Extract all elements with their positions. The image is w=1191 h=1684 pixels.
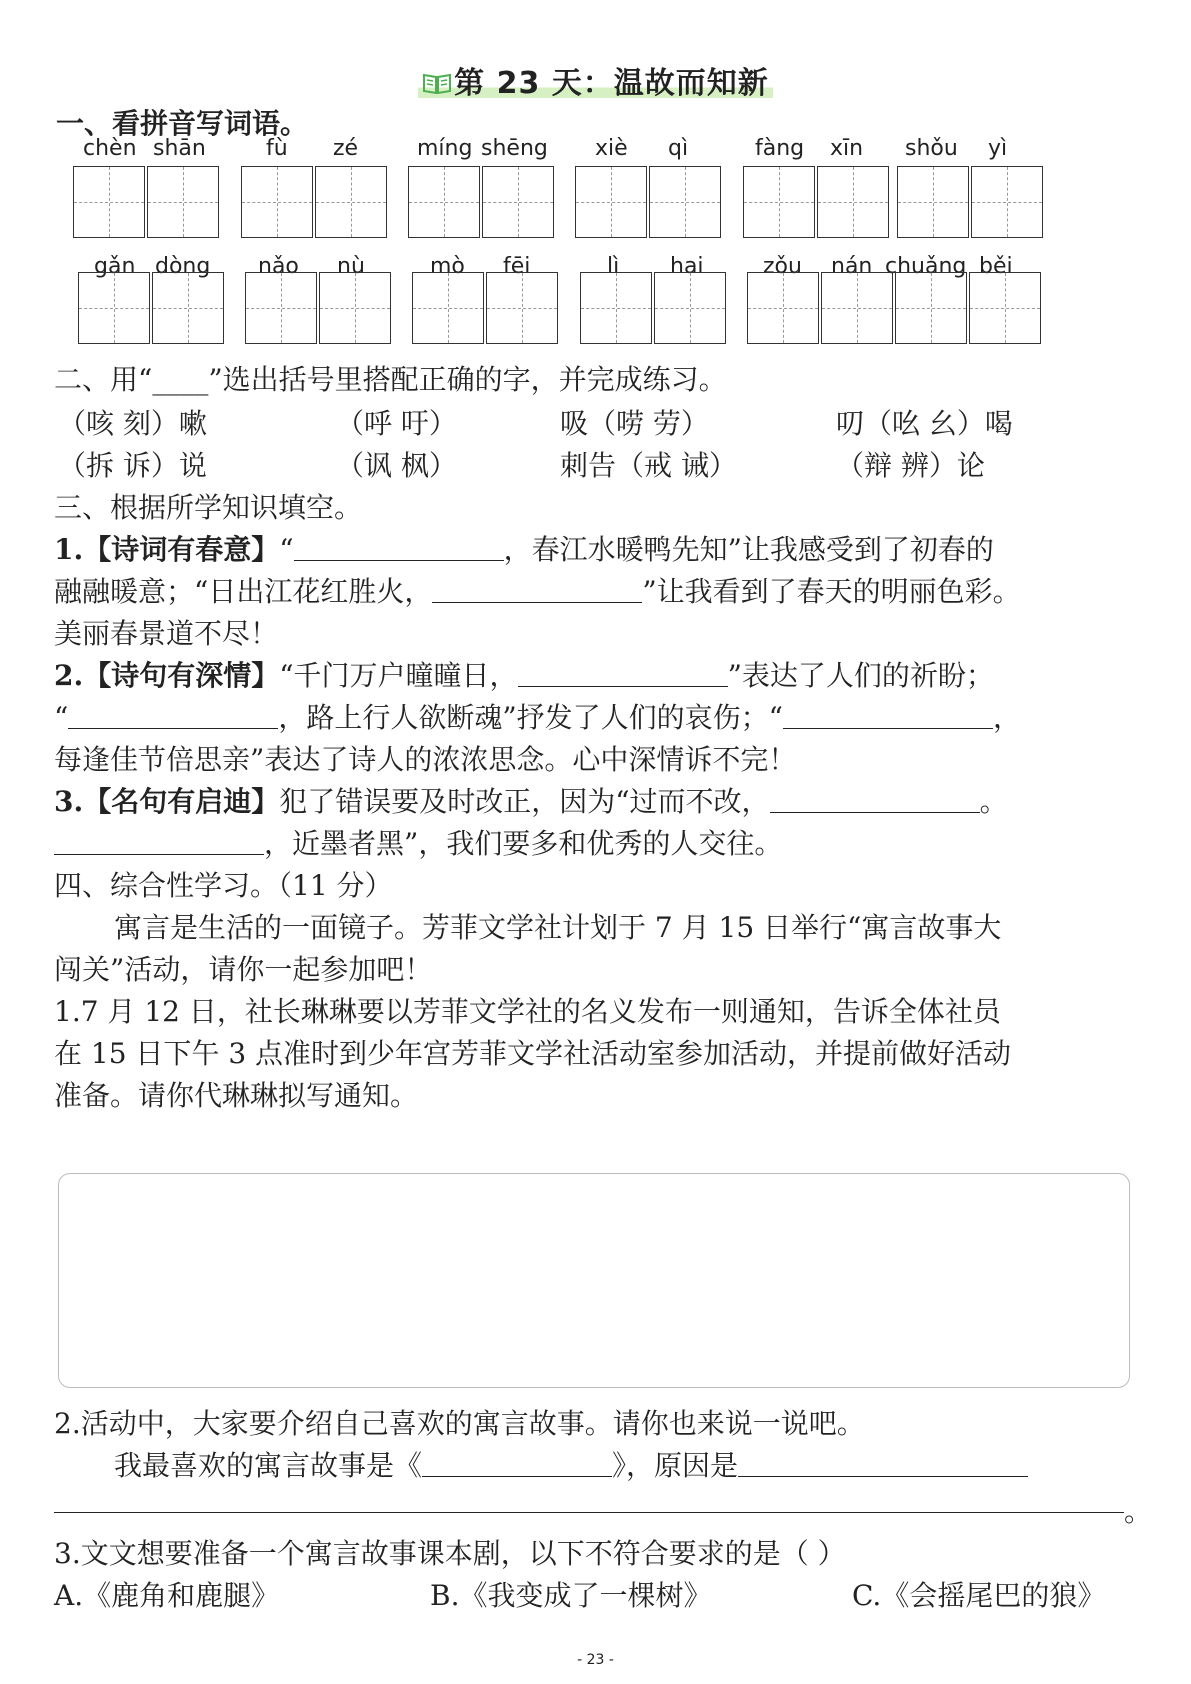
period: 。 [1124,1495,1153,1528]
answer-blank[interactable] [518,660,728,687]
option-c[interactable]: C.《会摇尾巴的狼》 [852,1579,1106,1612]
pinyin: fù [266,136,288,161]
option-b[interactable]: B.《我变成了一棵树》 [430,1579,712,1612]
pinyin: mò [430,254,465,279]
pinyin: yì [988,136,1008,161]
answer-box[interactable] [58,1173,1130,1388]
pinyin: nǎo [258,254,299,279]
answer-blank[interactable] [54,1512,1124,1513]
writing-grid[interactable] [245,272,393,344]
option-a[interactable]: A.《鹿角和鹿腿》 [54,1579,280,1612]
question-line: 融融暖意；“日出江花红胜火， ”让我看到了春天的明丽色彩。 [54,575,1021,608]
writing-grid[interactable] [743,166,891,238]
question-line: 我最喜欢的寓言故事是《 》，原因是 [114,1444,1028,1484]
answer-blank[interactable] [432,576,642,603]
answer-blank[interactable] [783,702,993,729]
answer-blank[interactable] [68,702,278,729]
question-line: 3.文文想要准备一个寓言故事课本剧，以下不符合要求的是（ ） [54,1537,846,1570]
writing-grid[interactable] [73,166,221,238]
answer-blank[interactable] [54,828,264,855]
question-line: 1.【诗词有春意】“ ，春江水暖鸭先知”让我感受到了初春的 [54,533,994,566]
pinyin: shān [153,136,206,161]
question-line: 在 15 日下午 3 点准时到少年宫芳菲文学社活动室参加活动，并提前做好活动 [54,1037,1012,1070]
pinyin: shēng [481,136,548,161]
pinyin: xiè [595,136,628,161]
section-3-heading: 三、根据所学知识填空。 [54,491,363,524]
answer-blank[interactable] [770,786,980,813]
pinyin: nán [831,254,873,279]
question-line: 1.7 月 12 日，社长琳琳要以芳菲文学社的名义发布一则通知，告诉全体社员 [54,995,1001,1028]
pinyin: fàng [755,136,805,161]
intro-text: 寓言是生活的一面镜子。芳菲文学社计划于 7 月 15 日举行“寓言故事大 [114,911,1002,944]
choice-item[interactable]: 叨（吆 幺）喝 [836,407,1013,440]
pinyin: xīn [830,136,864,161]
question-line: 每逢佳节倍思亲”表达了诗人的浓浓思念。心中深情诉不完！ [54,743,797,776]
pinyin: chèn [83,136,137,161]
answer-blank[interactable] [738,1450,1028,1477]
answer-blank[interactable] [422,1450,612,1477]
pinyin: zé [333,136,359,161]
question-label: 1.【诗词有春意】 [54,533,280,566]
writing-grid[interactable] [575,166,723,238]
question-label: 3.【名句有启迪】 [54,785,280,818]
section-1-heading: 一、看拼音写词语。 [56,107,309,140]
pinyin: nù [337,254,365,279]
intro-text: 闯关”活动，请你一起参加吧！ [54,953,433,986]
writing-grid[interactable] [78,272,226,344]
pinyin: běi [979,254,1013,279]
writing-grid[interactable] [408,166,556,238]
choice-item[interactable]: （讽 枫） [336,449,457,482]
question-line: 准备。请你代琳琳拟写通知。 [54,1079,419,1112]
question-line: 美丽春景道不尽！ [54,617,279,650]
question-line: ，近墨者黑”，我们要多和优秀的人交往。 [54,822,782,862]
question-label: 2.【诗句有深情】 [54,659,280,692]
writing-grid[interactable] [897,166,1045,238]
choice-item[interactable]: （呼 吁） [336,407,457,440]
pinyin: chuǎng [885,254,967,279]
question-line: 3.【名句有启迪】犯了错误要及时改正，因为“过而不改， 。 [54,785,1008,818]
pinyin: fēi [503,254,531,279]
choice-item[interactable]: 吸（唠 劳） [560,407,709,440]
choice-item[interactable]: （辩 辨）论 [836,449,985,482]
page-title [0,58,1191,102]
question-line: 2.【诗句有深情】“千门万户曈曈日， ”表达了人们的祈盼； [54,659,994,692]
title-text: 第 23 天：温故而知新 [454,66,769,101]
choice-item[interactable]: （咳 刻）嗽 [58,407,207,440]
writing-grid[interactable] [580,272,728,344]
question-line: 2.活动中，大家要介绍自己喜欢的寓言故事。请你也来说一说吧。 [54,1407,865,1440]
pinyin: shǒu [905,136,958,161]
pinyin: zǒu [763,254,802,279]
pinyin: míng [417,136,473,161]
pinyin: hai [670,254,704,279]
writing-grid[interactable] [412,272,560,344]
writing-grid[interactable] [241,166,389,238]
book-icon [422,71,452,95]
pinyin: gǎn [94,254,136,279]
pinyin: qì [668,136,689,161]
pinyin: lì [607,254,620,279]
choice-item[interactable]: （拆 诉）说 [58,449,207,482]
answer-blank[interactable] [294,534,504,561]
page-number: - 23 - [577,1652,614,1668]
section-2-heading: 二、用“____”选出括号里搭配正确的字，并完成练习。 [54,363,727,396]
pinyin: dòng [155,254,211,279]
writing-grid[interactable] [747,272,1043,344]
choice-item[interactable]: 刺告（戒 诫） [560,449,737,482]
section-4-heading: 四、综合性学习。（11 分） [54,869,393,902]
question-line: “ ，路上行人欲断魂”抒发了人们的哀伤；“ ， [54,701,1021,734]
